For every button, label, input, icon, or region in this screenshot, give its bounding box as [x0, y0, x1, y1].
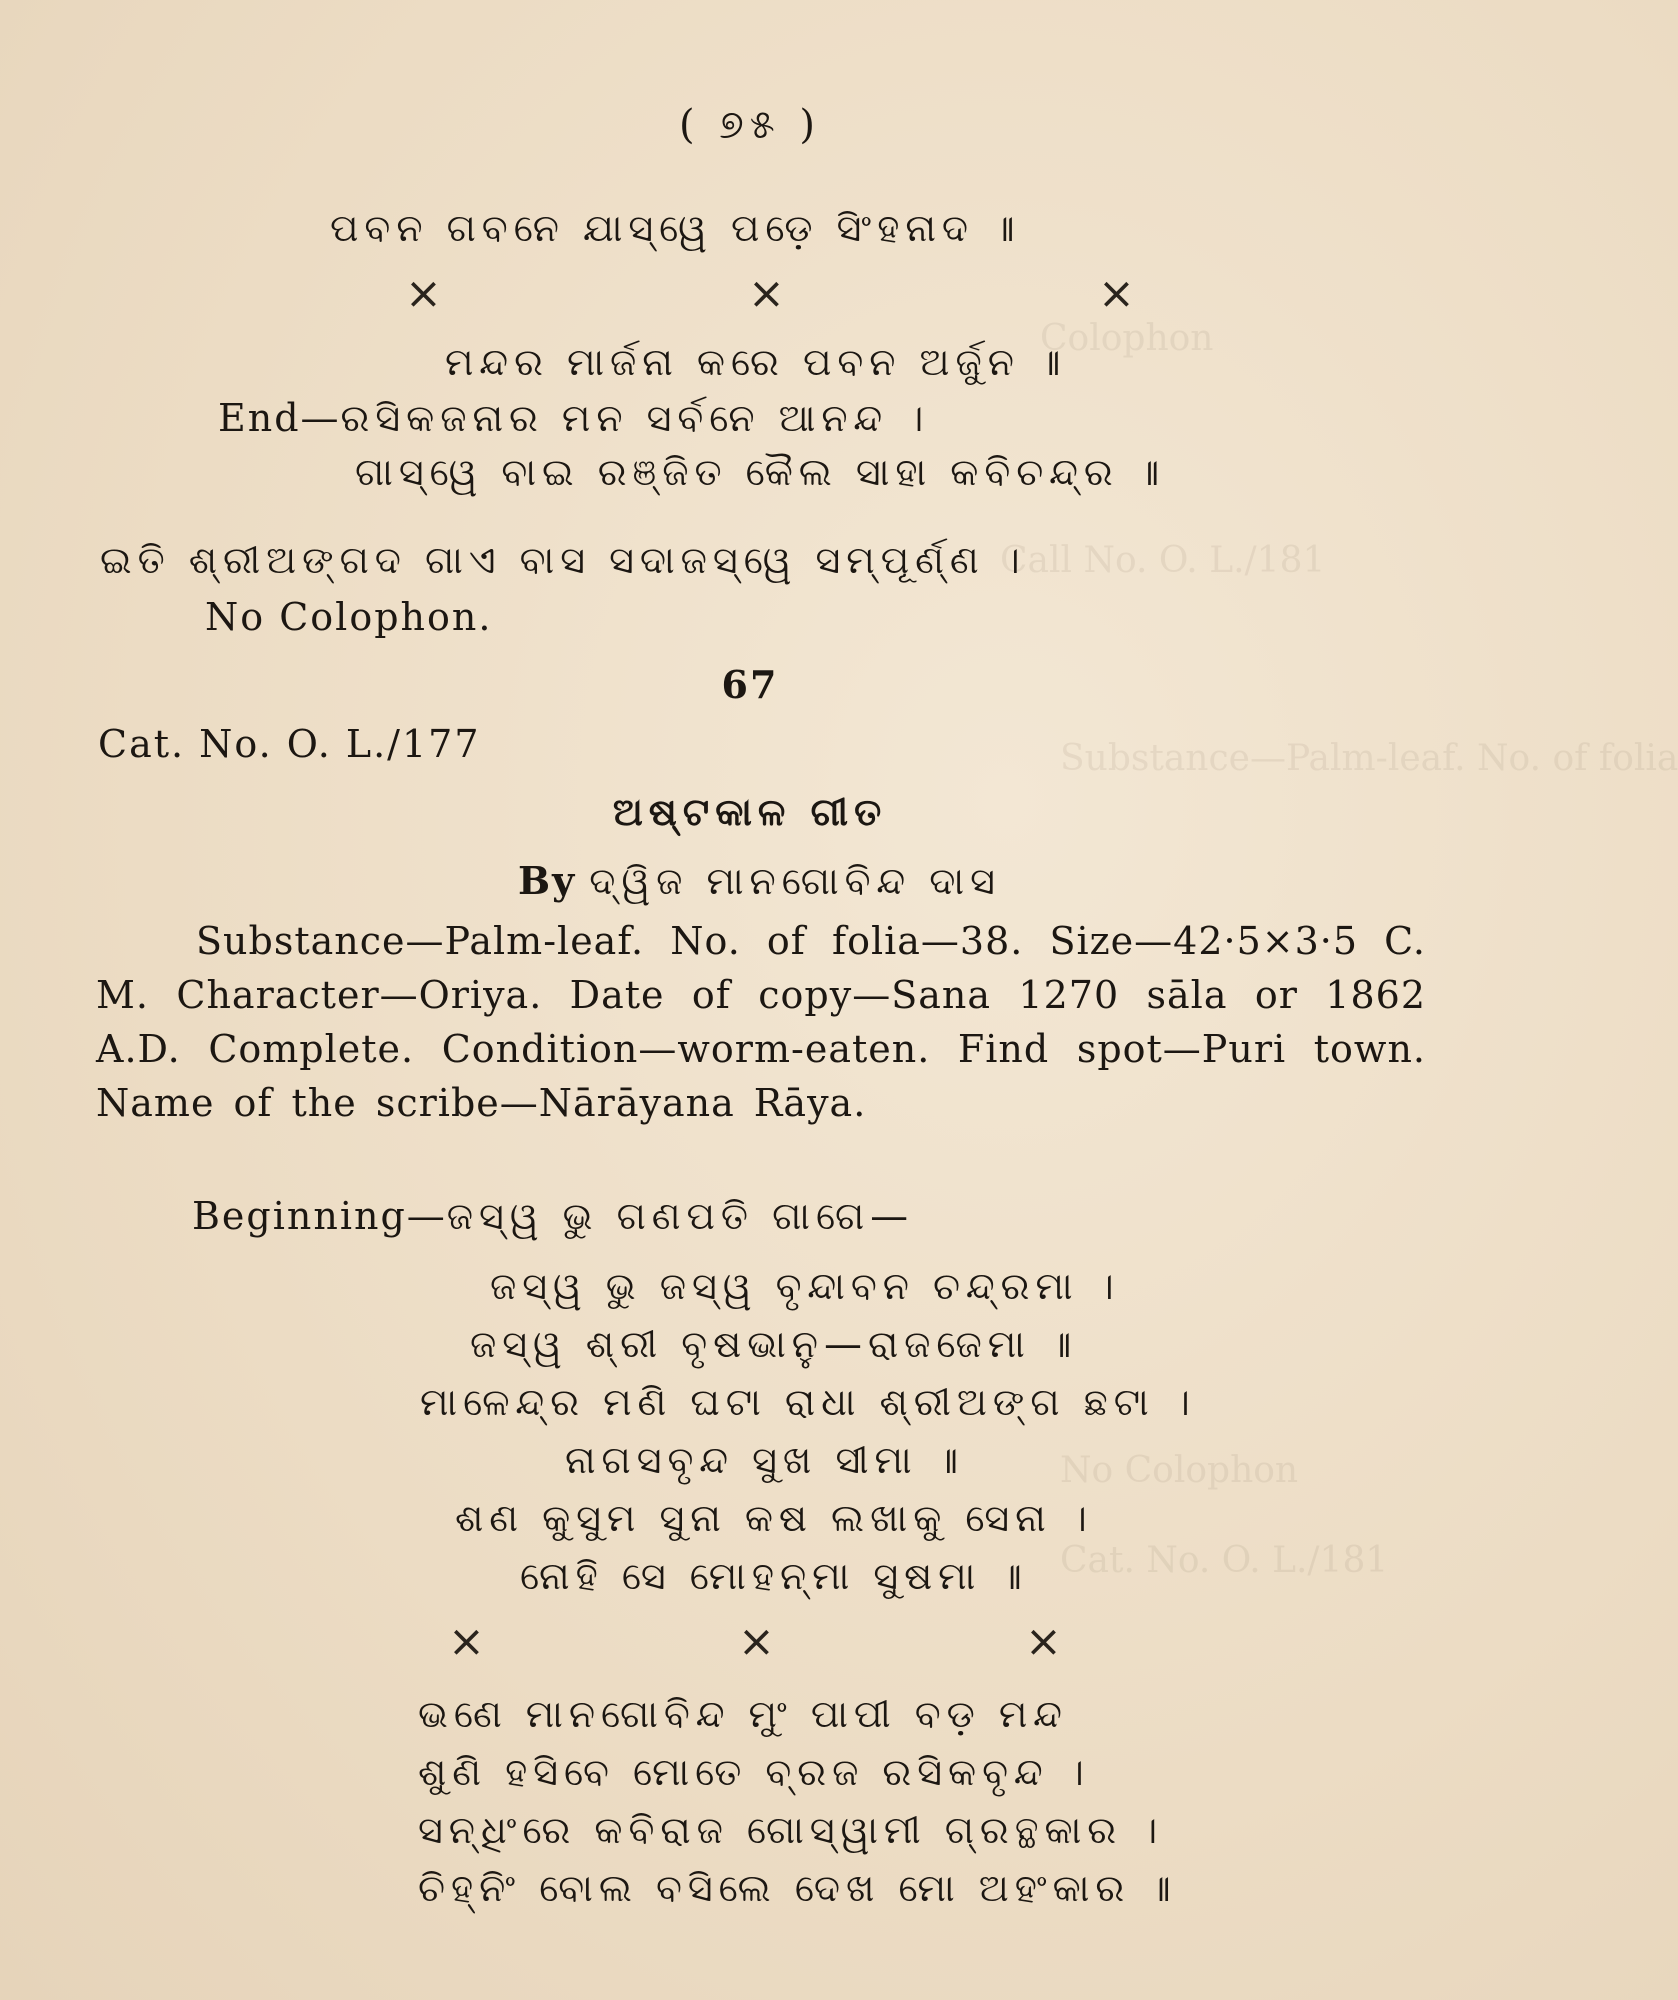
beginning-verse: ନାଗସବୃନ୍ଦ ସୁଖ ସୀମା ॥	[565, 1438, 965, 1482]
no-colophon: No Colophon.	[205, 595, 493, 639]
separator-mark: ×	[405, 268, 442, 319]
end-verse: ସନ୍ଧିଂରେ କବିରାଜ ଗୋସ୍ୱାମୀ ଗ୍ରନ୍ଥକାର ।	[418, 1808, 1164, 1852]
end-verse: ଭଣେ ମାନଗୋବିନ୍ଦ ମୁଂ ପାପୀ ବଡ଼ ମନ୍ଦ	[418, 1692, 1068, 1736]
author-name: ଦ୍ୱିଜ ମାନଗୋବିନ୍ଦ ଦାସ	[589, 859, 1001, 903]
beginning-verse: ମାଳେନ୍ଦ୍ର ମଣି ଘଟା ରାଧା ଶ୍ରୀଅଙ୍ଗ ଛଟା ।	[420, 1380, 1196, 1424]
work-title: ଅଷ୍ଟକାଳ ଗୀତ	[612, 790, 888, 834]
end-verse: ଶୁଣି ହସିବେ ମୋତେ ବ୍ରଜ ରସିକବୃନ୍ଦ ।	[418, 1750, 1090, 1794]
by-label: By	[518, 858, 577, 903]
beginning-text: ଜସ୍ୱ ଭୁ ଗଣପତି ଗାଗେ—	[446, 1194, 915, 1238]
beginning-verse: ଜସ୍ୱ ଭୁ ଜସ୍ୱ ବୃନ୍ଦାବନ ଚନ୍ଦ୍ରମା ।	[490, 1264, 1120, 1308]
top-verse-1: ପବନ ଗବନେ ଯାସ୍ୱେ ପଡ଼େ ସିଂହନାଦ ॥	[330, 206, 1021, 250]
beginning-label: Beginning—	[192, 1194, 447, 1238]
top-verse-2: ମନ୍ଦର ମାର୍ଜନା କରେ ପବନ ଅର୍ଜୁନ ॥	[445, 340, 1067, 384]
beginning-verse: ନୋହି ସେ ମୋହନ୍ମା ସୁଷମା ॥	[520, 1554, 1028, 1598]
beginning-verse: ଶଣ କୁସୁମ ସୁନା କଷ ଲଖାକୁ ସେନା ।	[455, 1496, 1093, 1540]
end-verse: ଚିହ୍ନିଂ ବୋଲ ବସିଲେ ଦେଖ ମୋ ଅହଂକାର ॥	[418, 1866, 1177, 1910]
entry-number: 67	[721, 662, 779, 707]
catalogue-number: Cat. No. O. L./177	[98, 722, 481, 766]
end-label: End—	[218, 396, 341, 440]
separator-mark: ×	[1098, 268, 1135, 319]
beginning-verse: ଜସ୍ୱ ଶ୍ରୀ ବୃଷଭାନୁ—ରାଜଜେମା ॥	[470, 1322, 1078, 1366]
end-verse-2: ଗାସ୍ୱେ ବାଇ ରଞ୍ଜିତ କୈଲ ସାହା କବିଚନ୍ଦ୍ର ॥	[355, 450, 1166, 494]
separator-mark: ×	[1025, 1616, 1062, 1667]
separator-mark: ×	[748, 268, 785, 319]
end-verse-1: ରସିକଜନାର ମନ ସର୍ବନେ ଆନନ୍ଦ ।	[340, 396, 930, 440]
page-number: ( ୭୫ )	[678, 102, 822, 148]
beginning-line	[192, 1194, 914, 1239]
iti-line: ଇତି ଶ୍ରୀଅଙ୍ଗଦ ଗାଏ ବାସ ସଦାଜସ୍ୱେ ସମ୍ପୂର୍ଣ୍ଣ ।	[100, 538, 1026, 582]
manuscript-description: Substance—Palm-leaf. No. of folia—38. Size—42·5×3·5 C. M. Character—Oriya. Date of copy—Sana 1270 sāla or 1862 A.D. Complete. Condition—worm-eaten. Find spot—Puri town. Name of the scribe—Nārāyana Rāya.	[96, 919, 1426, 1125]
separator-mark: ×	[448, 1616, 485, 1667]
end-line	[218, 396, 929, 441]
separator-mark: ×	[738, 1616, 775, 1667]
author-line	[518, 858, 1001, 904]
